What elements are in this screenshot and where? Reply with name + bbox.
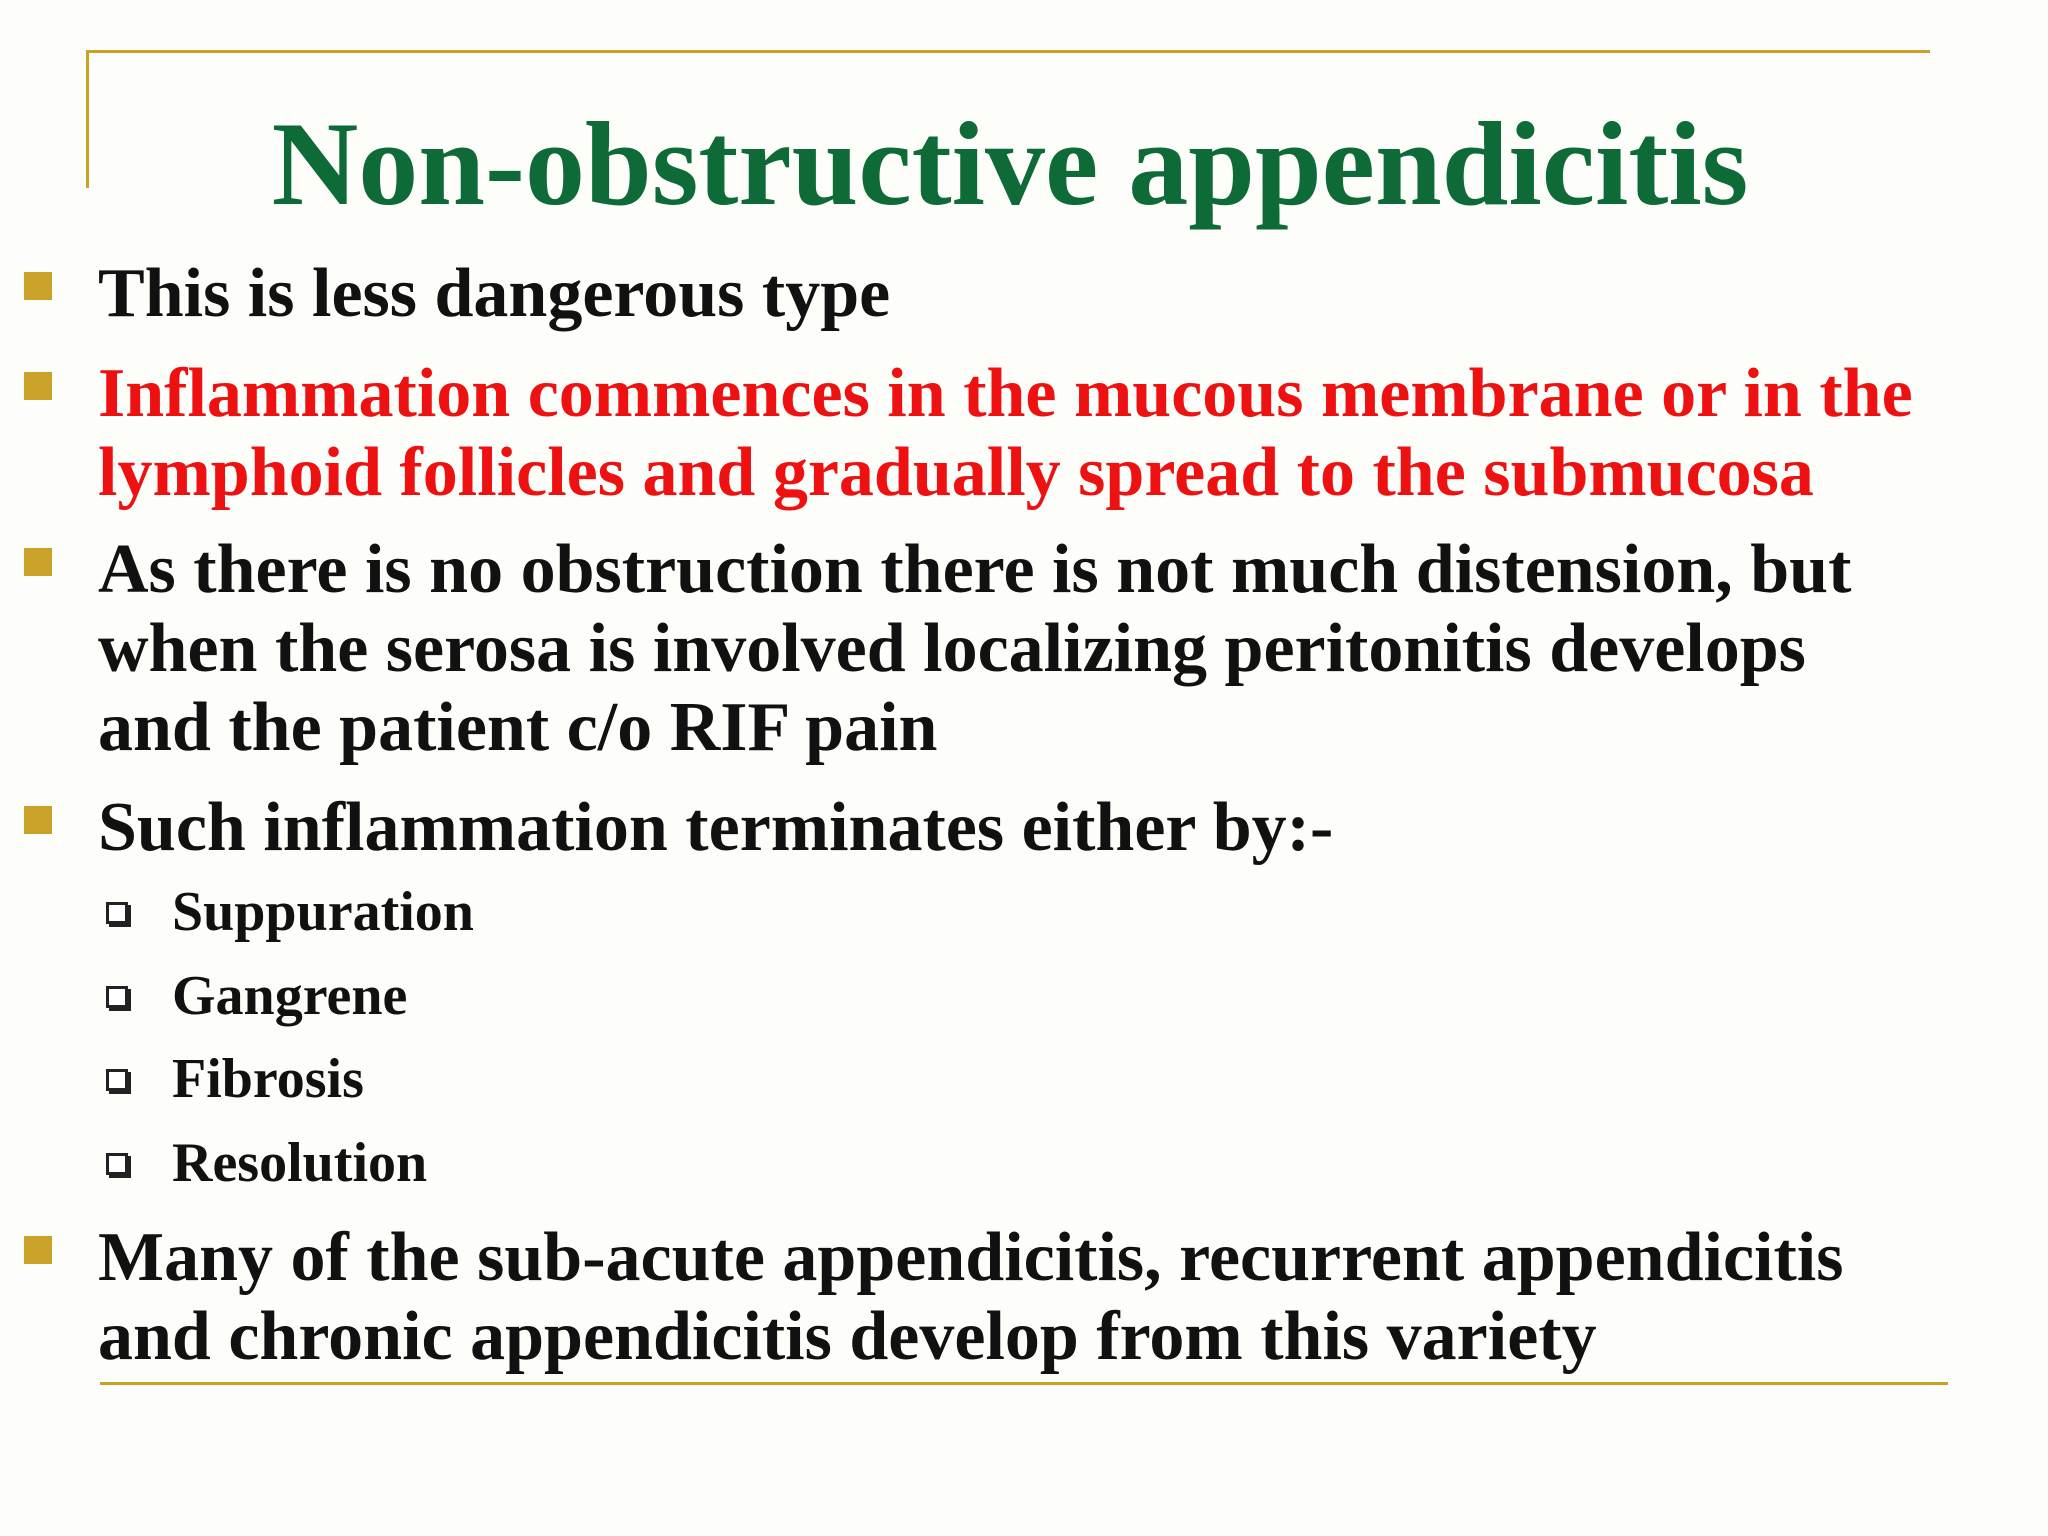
sub-list-item: Gangrene [0,964,1000,1028]
square-bullet-icon [24,548,52,576]
square-bullet-icon [24,1236,52,1264]
hollow-square-bullet-icon [106,986,128,1008]
bullet-line: As there is no obstruction there is not much distension, but [98,531,1852,608]
bullet-line: and chronic appendicitis develop from this variety [98,1298,1597,1375]
frame-top-rule [86,50,1930,53]
sub-list-item: Fibrosis [0,1047,1000,1111]
bullet-line: Such inflammation terminates either by:- [98,789,1334,866]
slide-title: Non-obstructive appendicitis [271,97,1749,230]
bullet-line: and the patient c/o RIF pain [98,689,938,766]
bullet-item [0,530,2048,770]
bullet-line: when the serosa is involved localizing peritonitis develops [98,610,1806,687]
bullet-item [0,354,2048,514]
bullet-line: This is less dangerous type [98,255,891,332]
frame-left-rule [86,50,89,188]
bullet-line: Inflammation commences in the mucous membrane or in the [98,355,1913,432]
square-bullet-icon [24,272,52,300]
bullet-item [0,1218,2048,1378]
hollow-square-bullet-icon [106,902,128,924]
bullet-item [0,254,2048,334]
bullet-item [0,788,2048,868]
frame-bottom-rule [100,1382,1948,1385]
bullet-line: Many of the sub-acute appendicitis, recurrent appendicitis [98,1219,1844,1296]
bullet-line: lymphoid follicles and gradually spread to the submucosa [98,434,1814,511]
hollow-square-bullet-icon [106,1153,128,1175]
sub-list-item: Suppuration [0,880,1000,944]
hollow-square-bullet-icon [106,1069,128,1091]
square-bullet-icon [24,806,52,834]
square-bullet-icon [24,372,52,400]
sub-list-item: Resolution [0,1131,1000,1195]
